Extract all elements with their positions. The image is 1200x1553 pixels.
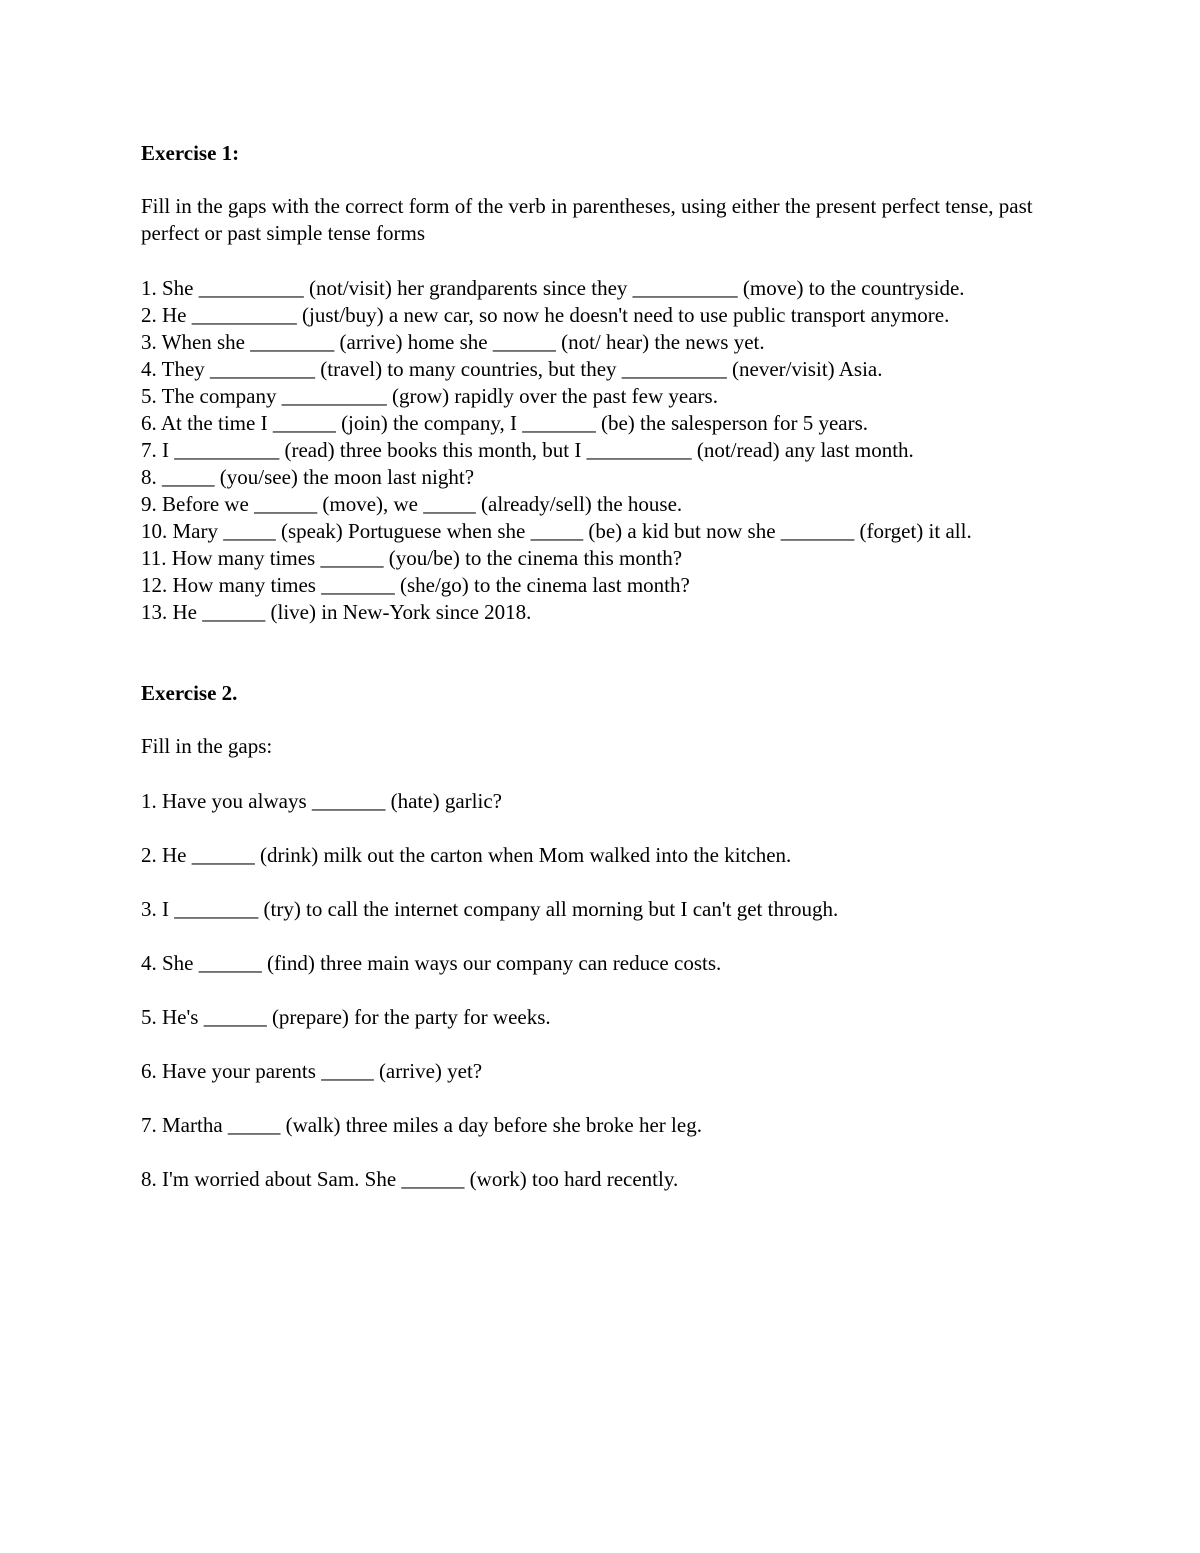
exercise-2-item: 1. Have you always _______ (hate) garlic? <box>141 789 502 813</box>
exercise-2-item: 8. I'm worried about Sam. She ______ (work) too hard recently. <box>141 1167 679 1191</box>
exercise-2-item: 7. Martha _____ (walk) three miles a day before she broke her leg. <box>141 1113 702 1137</box>
exercise-1-instruction: Fill in the gaps with the correct form of the verb in parentheses, using either the present perfect tense, past perfect or past simple tense forms <box>141 194 1033 245</box>
exercise-2-title: Exercise 2. <box>141 681 238 705</box>
exercise-1-item: 7. I __________ (read) three books this month, but I __________ (not/read) any last month. <box>141 438 914 462</box>
exercise-1-item: 13. He ______ (live) in New-York since 2018. <box>141 600 532 624</box>
exercise-1-item: 11. How many times ______ (you/be) to the cinema this month? <box>141 546 683 570</box>
exercise-1-item: 4. They __________ (travel) to many countries, but they __________ (never/visit) Asia. <box>141 357 883 381</box>
exercise-2-list <box>141 788 1061 1193</box>
exercise-1-item: 3. When she ________ (arrive) home she ______ (not/ hear) the news yet. <box>141 330 765 354</box>
exercise-2-item: 4. She ______ (find) three main ways our company can reduce costs. <box>141 951 722 975</box>
exercise-1-list <box>141 275 1061 626</box>
exercise-2-item: 6. Have your parents _____ (arrive) yet? <box>141 1059 483 1083</box>
exercise-1-item: 10. Mary _____ (speak) Portuguese when she _____ (be) a kid but now she _______ (forget) it all. <box>141 519 972 543</box>
exercise-1-item: 5. The company __________ (grow) rapidly over the past few years. <box>141 384 718 408</box>
exercise-2-item: 3. I ________ (try) to call the internet company all morning but I can't get through. <box>141 897 839 921</box>
exercise-1-item: 9. Before we ______ (move), we _____ (already/sell) the house. <box>141 492 683 516</box>
worksheet-page <box>141 140 1061 1220</box>
exercise-1-title: Exercise 1: <box>141 141 240 165</box>
exercise-2-instruction: Fill in the gaps: <box>141 734 273 758</box>
exercise-1-item: 8. _____ (you/see) the moon last night? <box>141 465 475 489</box>
exercise-1-item: 12. How many times _______ (she/go) to the cinema last month? <box>141 573 690 597</box>
exercise-2-item: 5. He's ______ (prepare) for the party for weeks. <box>141 1005 551 1029</box>
exercise-1-item: 1. She __________ (not/visit) her grandparents since they __________ (move) to the countryside. <box>141 276 965 300</box>
exercise-1-item: 6. At the time I ______ (join) the company, I _______ (be) the salesperson for 5 years. <box>141 411 869 435</box>
exercise-1-item: 2. He __________ (just/buy) a new car, so now he doesn't need to use public transport anymore. <box>141 303 950 327</box>
exercise-2-item: 2. He ______ (drink) milk out the carton when Mom walked into the kitchen. <box>141 843 792 867</box>
